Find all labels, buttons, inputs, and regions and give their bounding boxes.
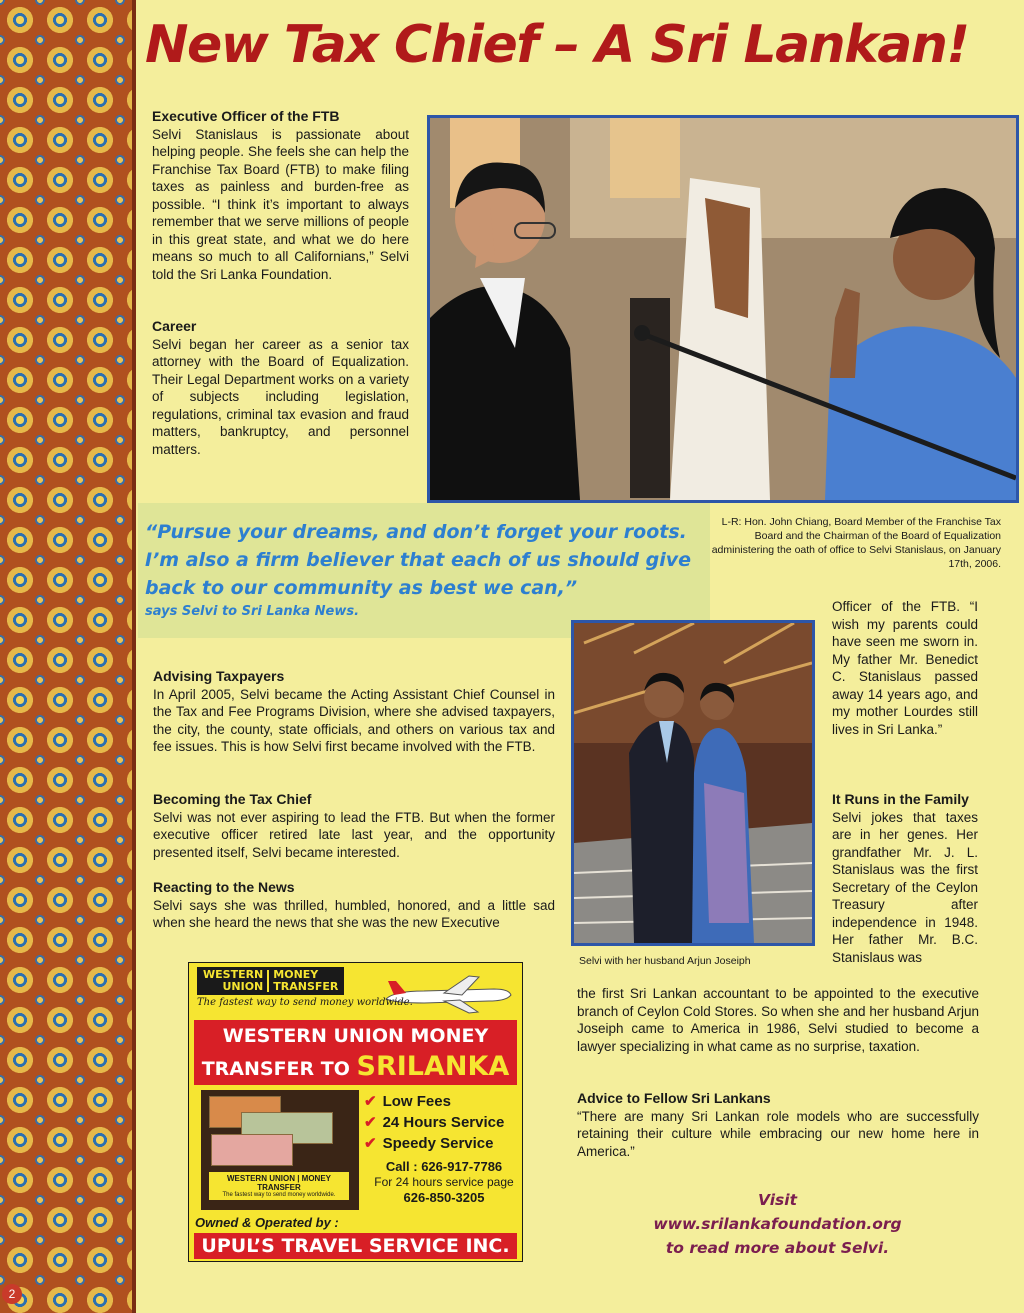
- section-heading: Reacting to the News: [153, 879, 295, 895]
- photo-caption-couple: Selvi with her husband Arjun Joseiph: [579, 955, 751, 967]
- quote-attribution: says Selvi to Sri Lanka News.: [145, 604, 360, 619]
- section-heading: Advice to Fellow Sri Lankans: [577, 1090, 771, 1106]
- section-body: Selvi says she was thrilled, humbled, honored, and a little sad when she heard the news that she was the new Executive: [153, 897, 555, 930]
- western-union-ad: [188, 962, 523, 1262]
- section-becoming: [153, 791, 555, 861]
- section-body: “There are many Sri Lankan role models who are successfully retaining their culture while embracing our new home here in America.”: [577, 1108, 979, 1159]
- banner-text: TRANSFER TO: [201, 1058, 357, 1080]
- contact-block: [369, 1159, 519, 1206]
- section-reacting: [153, 879, 555, 932]
- logo-text: WESTERN: [203, 968, 264, 981]
- western-union-logo: [197, 967, 344, 995]
- visit-line: Visit: [758, 1191, 797, 1209]
- mini-logo-tagline: The fastest way to send money worldwide.: [222, 1192, 336, 1198]
- visit-callout: [640, 1188, 915, 1260]
- banner-highlight: SRILANKA: [356, 1051, 510, 1082]
- section-body: Selvi jokes that taxes are in her genes. Her grandfather Mr. J. L. Stanislaus was the first Secretary of the Ceylon Treasury after independence in 1948. Her father Mr. B.C. Stanislaus was: [832, 809, 978, 965]
- section-heading: Becoming the Tax Chief: [153, 791, 312, 807]
- section-heading: Career: [152, 318, 197, 334]
- feature-label: 24 Hours Service: [382, 1114, 505, 1131]
- photo-caption-oath: L-R: Hon. John Chiang, Board Member of the Franchise Tax Board and the Chairman of the Board of Equalization administering the oath of office to Selvi Stanislaus, on January 17th, 2006.: [711, 516, 1001, 570]
- feature-item: [364, 1133, 504, 1154]
- couple-photo-illustration: [574, 623, 812, 943]
- section-advice: [577, 1090, 979, 1160]
- mini-logo-text: WESTERN UNION | MONEY TRANSFER: [226, 1174, 332, 1192]
- check-icon: ✔: [364, 1114, 377, 1131]
- phone-number: Call : 626-917-7786: [385, 1159, 503, 1174]
- section-career: [152, 318, 409, 458]
- section-advising: [153, 668, 555, 756]
- banner-line: [194, 1051, 517, 1082]
- section-body: Selvi was not ever aspiring to lead the FTB. But when the former executive officer retired late last year, and the opportunity presented itself, Selvi became interested.: [153, 809, 555, 860]
- section-heading: It Runs in the Family: [832, 791, 969, 807]
- website-link[interactable]: www.srilankafoundation.org: [653, 1215, 902, 1233]
- feature-item: [364, 1112, 504, 1133]
- money-illustration: [201, 1090, 359, 1210]
- logo-text: UNION: [222, 980, 264, 993]
- check-icon: ✔: [364, 1135, 377, 1152]
- check-icon: ✔: [364, 1093, 377, 1110]
- ad-tagline: The fastest way to send money worldwide.: [197, 997, 413, 1008]
- owned-label: Owned & Operated by :: [195, 1215, 339, 1230]
- banner-line: WESTERN UNION MONEY: [222, 1025, 489, 1047]
- section-body: Selvi began her career as a senior tax attorney with the Board of Equalization. Their Legal Department works on a variety of subjects including legislation, regulations, criminal tax evasion and fraud matters, bankruptcy, and personnel matters.: [152, 336, 409, 457]
- mini-logo: [209, 1172, 349, 1200]
- banknote-icon: [211, 1134, 293, 1166]
- section-family-continued: [577, 985, 979, 1055]
- page-title: New Tax Chief – A Sri Lankan!: [145, 15, 969, 75]
- feature-label: Speedy Service: [382, 1135, 494, 1152]
- feature-list: [364, 1091, 504, 1154]
- section-family: [832, 791, 978, 966]
- feature-label: Low Fees: [382, 1093, 451, 1110]
- photo-couple: [571, 620, 815, 946]
- section-heading: Executive Officer of the FTB: [152, 108, 340, 124]
- oath-photo-illustration: [430, 118, 1016, 500]
- section-body: Officer of the FTB. “I wish my parents could have seen me sworn in. My father Mr. Benedict C. Stanislaus passed away 14 years ago, and my mother Lourdes still lives in Sri Lanka.”: [832, 599, 978, 737]
- pull-quote: “Pursue your dreams, and don’t forget your roots. I’m also a firm believer that each of us should give back to our community as best we can,”: [145, 521, 691, 599]
- section-body: the first Sri Lankan accountant to be appointed to the executive branch of Ceylon Cold Stores. So when she and her husband Arjun Joseiph came to America in 1986, Selvi studied to become a lawyer specializing in what came as no surprise, taxation.: [577, 986, 979, 1054]
- logo-text: TRANSFER: [273, 980, 339, 993]
- ad-banner: [194, 1020, 517, 1085]
- feature-item: [364, 1091, 504, 1112]
- page-number: 2: [2, 1284, 22, 1304]
- section-executive: [152, 108, 409, 283]
- visit-line: to read more about Selvi.: [665, 1239, 890, 1257]
- decorative-border: [0, 0, 132, 1313]
- section-heading: Advising Taxpayers: [153, 668, 285, 684]
- section-body: In April 2005, Selvi became the Acting Assistant Chief Counsel in the Tax and Fee Programs Division, where she advised taxpayers, the city, the county, state officials, and others on various tax and fee issues. This is how Selvi first became involved with the FTB.: [153, 686, 555, 754]
- company-name: UPUL’S TRAVEL SERVICE INC.: [194, 1233, 517, 1259]
- pager-number: 626-850-3205: [403, 1190, 485, 1205]
- photo-oath-ceremony: [427, 115, 1019, 503]
- airplane-icon: [384, 971, 514, 1016]
- logo-text: MONEY: [273, 968, 319, 981]
- section-body: Selvi Stanislaus is passionate about helping people. She feels she can help the Franchise Tax Board (FTB) to make filing taxes as painless and burden-free as possible. “I think it’s important to always remember that we serve millions of people in this great state, and what we do here means so much to all Californians,” Selvi told the Sri Lanka Foundation.: [152, 126, 409, 282]
- section-officer-continued: [832, 598, 978, 738]
- call-note: For 24 hours service page: [374, 1175, 514, 1189]
